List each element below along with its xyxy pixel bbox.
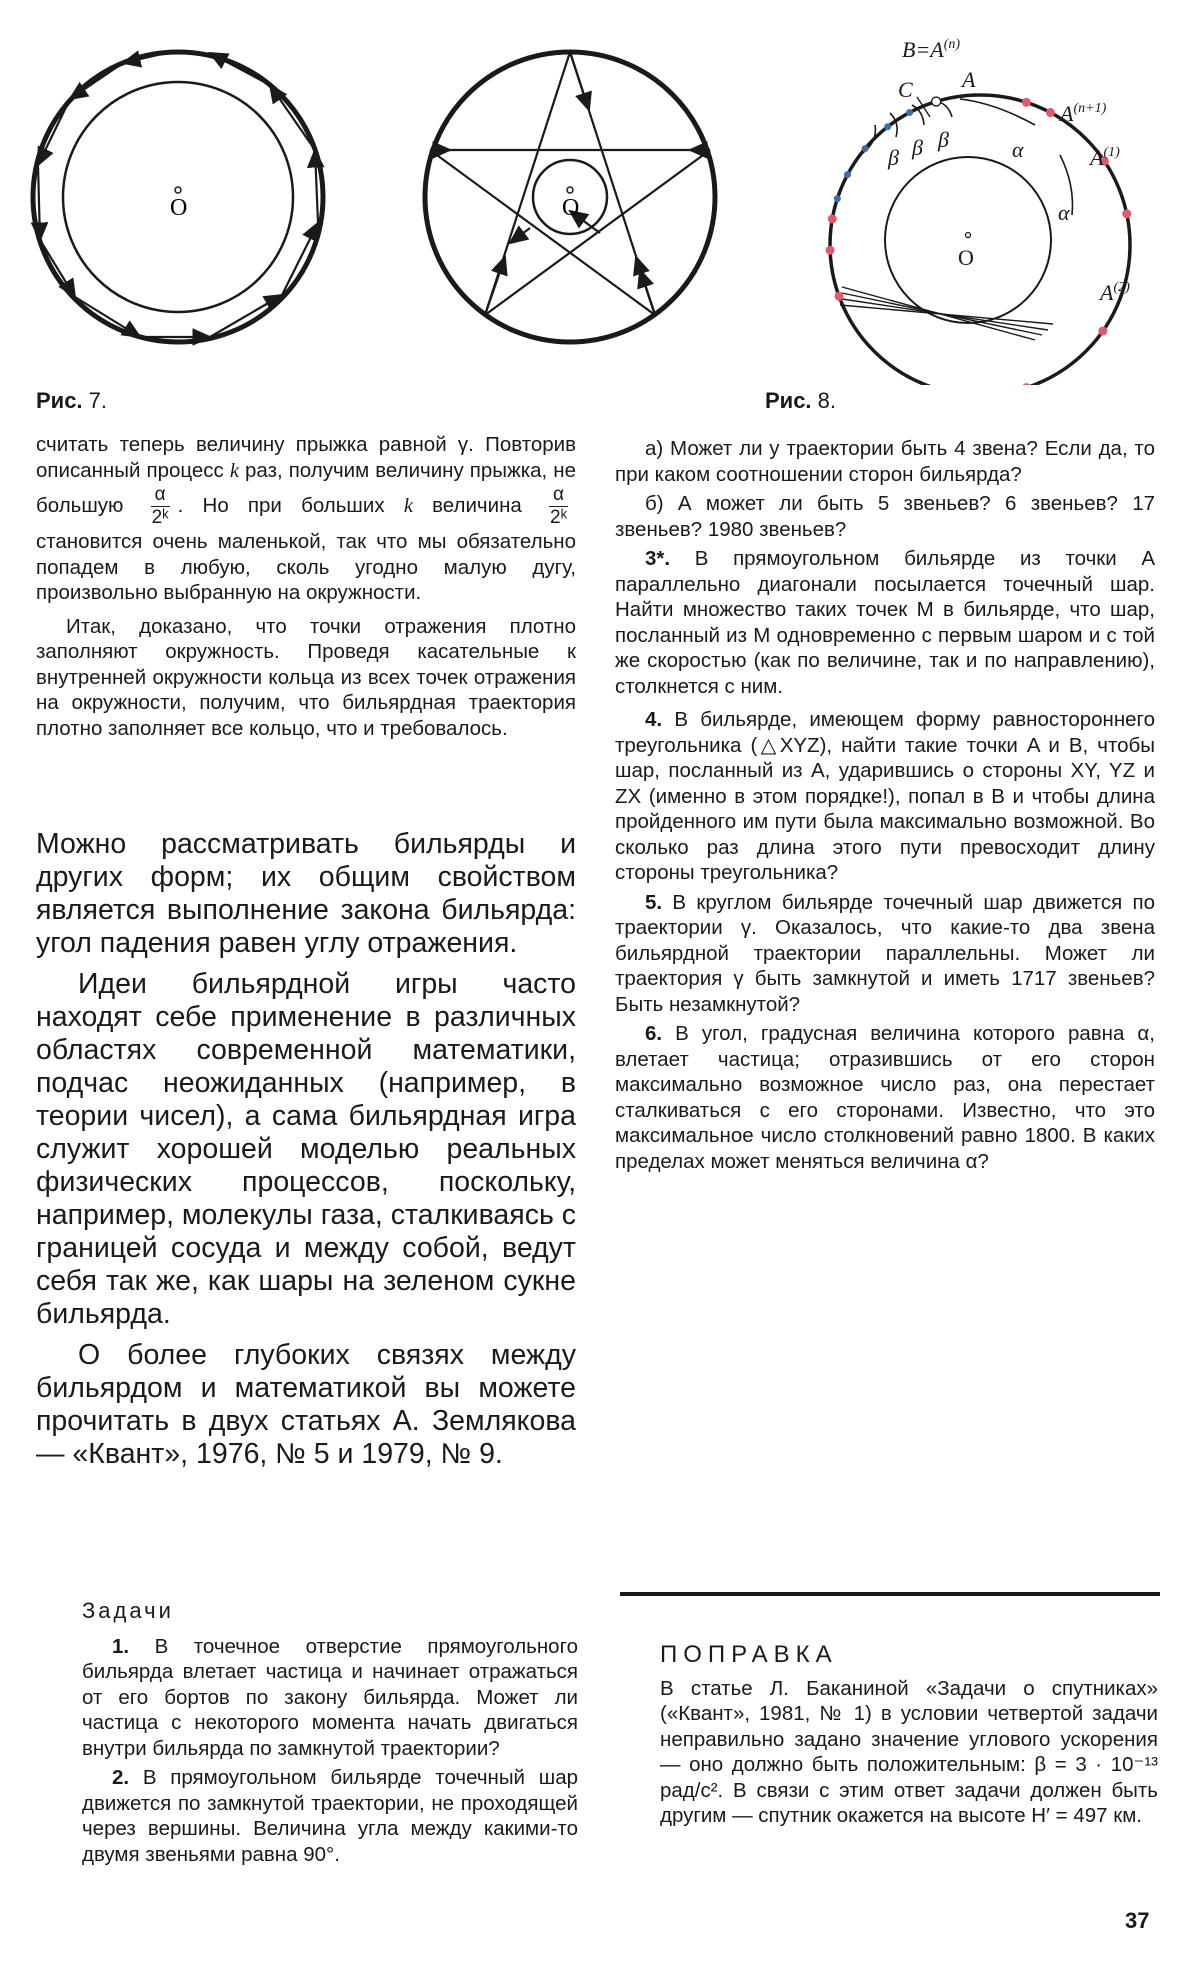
correction-text: В статье Л. Баканиной «Задачи о спутниках» («Квант», 1981, № 1) в условии четвертой задачи неправильно задано значение углового ускорения — оно должно быть положительным: β = 3 · 10⁻¹³ рад/с². В связи с этим ответ задачи должен быть другим — спутник окажется на высоте H′ = 497 км. [660,1676,1158,1827]
center-label: O [958,245,974,270]
figure-8 [820,25,1190,385]
figure-7-polygon [20,25,340,350]
problem-5: 5. В круглом бильярде точечный шар движется по траектории γ. Оказалось, что какие-то два звена бильярдной траектории параллельны. Может ли траектория γ быть замкнутой и иметь 1717 звеньев? Быть незамкнутой? [615,890,1155,1016]
left-column-small-text [36,432,576,741]
reflection-point-blue [884,123,891,130]
problem-2b: б) А может ли быть 5 звеньев? 6 звеньев? 17 звеньев? 1980 звеньев? [615,492,1155,541]
task-1: 1. В точечное отверстие прямоугольного бильярда влетает частица и начинает отражаться от его бортов по закону бильярда. Может ли частица с некоторого момента начать двигаться внутри бильярда по замкнутой траектории? [82,1634,579,1760]
figure-7-caption: Рис. 7. [36,388,108,413]
label-beta-3: β [938,127,949,152]
paragraph-ideas: Идеи бильярдной игры часто находят себе применение в различных областях современной математики, подчас неожиданных (например, в теории чисел), а сама бильярдная игра служит хорошей моделью реальных физических процессов, поскольку, например, молекулы газа, сталкиваясь с границей сосуда и между собой, ведут себя так же, как шары на зеленом сукне бильярда. [36,968,576,1330]
center-label: O [170,195,188,221]
correction-section [660,1642,1158,1829]
label-alpha-2: α [1058,200,1070,225]
point-c [932,97,941,106]
reflection-point-blue [844,171,851,178]
reflection-point [1098,327,1107,336]
label-a-1: $A^{(1)}$ [1090,145,1120,170]
center-point [175,187,181,193]
inner-circle [885,157,1051,323]
label-a-2: $A^{(2)}$ [1100,280,1130,305]
reflection-point-blue [906,109,913,116]
label-b: $B=A^{(n)}$ [902,37,961,62]
problem-6: 6. В угол, градусная величина которого равна α, влетает частица; отразившись от его сторон максимально возможное число раз, она перестает сталкиваться с его сторонами. Известно, что это максимальное число столкновений равно 1800. В каких пределах может меняться величина α? [615,1022,1155,1173]
label-a: A [962,67,976,92]
tasks-section [82,1598,578,1867]
fraction-alpha-over-2k: $\frac{\alpha}{\text{2ᵏ}}$ [151,484,169,528]
reflection-point-blue [862,145,869,152]
tasks-heading: Задачи [82,1598,174,1623]
right-column-problems [615,436,1155,1174]
label-alpha-1: α [1012,137,1024,162]
center-point [567,187,573,193]
center-point [966,233,971,238]
label-c: C [898,77,913,102]
reflection-point [835,292,844,301]
outer-circle [830,95,1130,385]
problem-2a: а) Может ли у траектории быть 4 звена? Если да, то при каком соотношении сторон бильярда? [615,437,1155,486]
correction-heading: ПОПРАВКА [660,1641,838,1668]
center-label: O [562,195,580,221]
page-number: 37 [1125,1908,1150,1933]
reflection-point [1122,209,1131,218]
reflection-point [1022,383,1031,385]
label-beta-2: β [912,135,923,160]
chord-fan [840,287,1053,340]
label-beta-1: β [888,145,899,170]
reflection-point [826,246,835,255]
problem-3: 3*. В прямоугольном бильярде из точки A параллельно диагонали посылается точечный шар. Найти множество таких точек M в бильярде, что шар, посланный из M одновременно с первым шаром и с той же скоростью (как по величине, так и по направлению), столкнется с ним. [615,547,1156,698]
label-a-n1: $A^{(n+1)}$ [1060,101,1107,126]
reflection-point-blue [834,195,841,202]
fraction-alpha-over-2k-2: $\frac{\alpha}{\text{2ᵏ}}$ [550,484,568,528]
paragraph-other-forms: Можно рассматривать бильярды и других форм; их общим свойством является выполнение закона бильярда: угол падения равен углу отражения. [36,828,576,959]
figure-8-caption: Рис. 8. [765,388,837,413]
section-divider [620,1592,1160,1596]
figure-7-pentagram [410,25,730,350]
paragraph-jump-size: считать теперь величину прыжка равной γ. Повторив описанный процесс k раз, получим величину прыжка, не большую $\frac{\alpha}{\text{2ᵏ}}$ . Но при больших k величина $\frac{\alpha}{\text{2ᵏ}}$ становится очень маленькой, так что мы обязательно попадем в любую, сколь угодно малую дугу, произвольно выбранную на окружности. [36,433,576,604]
left-column-large-text [36,828,576,1471]
reflection-point [1046,108,1055,117]
paragraph-proved: Итак, доказано, что точки отражения плотно заполняют окружность. Проведя касательные к внутренней окружности кольца из всех точек отражения на окружности, получим, что бильярдная траектория плотно заполняет все кольцо, что и требовалось. [36,614,576,740]
reflection-point [1022,98,1031,107]
paragraph-references: О более глубоких связях между бильярдом и математикой вы можете прочитать в двух статьях А. Землякова — «Квант», 1976, № 5 и 1979, № 9. [36,1339,576,1470]
task-2: 2. В прямоугольном бильярде точечный шар движется по замкнутой траектории, не проходящей через вершины. Величина угла между какими-то двумя звеньями равна 90°. [82,1766,578,1866]
reflection-point [828,214,837,223]
problem-4: 4. В бильярде, имеющем форму равностороннего треугольника (△XYZ), найти такие точки A и B, чтобы шар, посланный из A, ударившись о стороны XY, YZ и ZX (именно в этом порядке!), попал в B и чтобы длина пройденного им пути была максимально возможной. Во сколько раз длина этого пути превосходит длину стороны треугольника? [615,708,1155,884]
